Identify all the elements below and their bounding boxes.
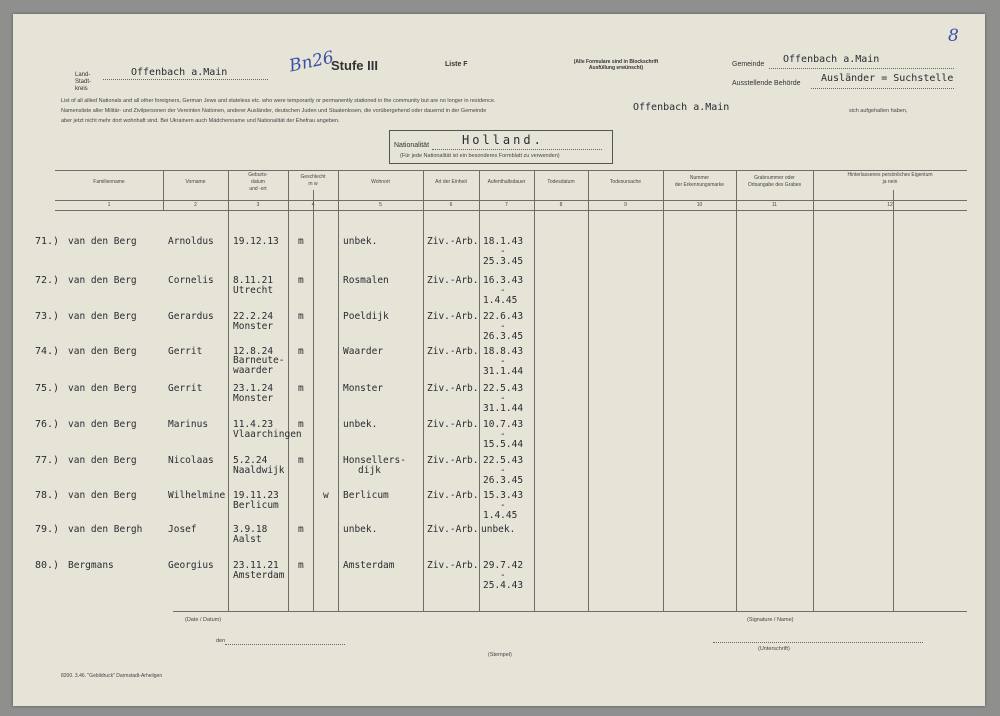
- row-stay-from: 22.6.43: [483, 311, 524, 322]
- row-firstname: Marinus: [168, 419, 209, 430]
- row-birth-date: 3.9.18: [233, 524, 268, 535]
- row-firstname: Gerrit: [168, 383, 203, 394]
- row-number: 72.): [35, 275, 60, 286]
- row-surname: van den Berg: [68, 236, 137, 247]
- row-stay-from: 29.7.42: [483, 560, 524, 571]
- row-number: 79.): [35, 524, 60, 535]
- row-surname: van den Berg: [68, 383, 137, 394]
- row-stay-dash: -: [500, 321, 506, 332]
- nationality-note: (Für jede Nationalität ist ein besonderes Formblatt zu verwenden): [400, 153, 560, 159]
- intro-gemeinde: Offenbach a.Main: [633, 102, 730, 113]
- row-sex-m: m: [298, 236, 304, 247]
- col-divider: [288, 170, 289, 611]
- page-number: 8: [948, 26, 959, 46]
- col-divider: [338, 170, 339, 611]
- row-number: 71.): [35, 236, 60, 247]
- col-divider: [893, 190, 894, 611]
- row-birth-place: Vlaarchingen: [233, 429, 302, 440]
- col-header-firstname: Vorname: [185, 179, 206, 185]
- col-header-sex: Geschlecht m w: [300, 174, 326, 187]
- den-label: den: [216, 638, 226, 644]
- col-number: 6: [449, 202, 453, 208]
- col-header-property: Hinterlassenes persönliches Eigentum ja nein: [847, 172, 933, 185]
- row-surname: van den Berg: [68, 311, 137, 322]
- row-sex-m: m: [298, 419, 304, 430]
- row-birth-place: Aalst: [233, 534, 262, 545]
- col-number: 10: [696, 202, 703, 208]
- intro-line-3: aber jetzt nicht mehr dort wohnhaft sind. Bei Ukrainern auch Mädchenname und Nationalität der Ehefrau angeben.: [61, 118, 340, 124]
- row-sex-w: w: [323, 490, 329, 501]
- row-number: 74.): [35, 346, 60, 357]
- col-divider: [228, 170, 229, 611]
- row-surname: van den Berg: [68, 346, 137, 357]
- gemeinde-value: Offenbach a.Main: [783, 54, 880, 65]
- col-number: 4: [311, 202, 315, 208]
- col-divider: [663, 170, 664, 611]
- col-header-residence: Wohnort: [371, 179, 390, 185]
- row-firstname: Georgius: [168, 560, 214, 571]
- row-stay-dash: -: [500, 246, 506, 257]
- row-birth-date: 8.11.21: [233, 275, 274, 286]
- row-stay-to: 15.5.44: [483, 439, 524, 450]
- intro-line-1: List of all allied Nationals and all other foreigners, German Jews and stateless etc. who were temporarily or permanently stationed in the community but are no longer in residence.: [61, 98, 496, 104]
- row-firstname: Cornelis: [168, 275, 214, 286]
- row-surname: van den Berg: [68, 455, 137, 466]
- row-unit: Ziv.-Arb.: [427, 383, 479, 394]
- row-residence: Waarder: [343, 346, 384, 357]
- row-sex-m: m: [298, 524, 304, 535]
- row-birth-date: 22.2.24: [233, 311, 274, 322]
- signature-line: [713, 642, 923, 643]
- row-birth-date: 23.1.24: [233, 383, 274, 394]
- row-birth-date: 19.11.23: [233, 490, 279, 501]
- col-header-unit: Art der Einheit: [435, 179, 467, 185]
- row-birth-place: Monster: [233, 321, 274, 332]
- row-sex-m: m: [298, 560, 304, 571]
- row-unit: Ziv.-Arb.: [427, 419, 479, 430]
- row-birth-place: Amsterdam: [233, 570, 285, 581]
- row-stay-dash: -: [500, 393, 506, 404]
- row-stay-from: 18.8.43: [483, 346, 524, 357]
- row-unit: Ziv.-Arb.: [427, 455, 479, 466]
- gemeinde-line: [769, 68, 954, 69]
- row-residence: Poeldijk: [343, 311, 389, 322]
- row-stay-to: 26.3.45: [483, 475, 524, 486]
- row-birth-place: Monster: [233, 393, 274, 404]
- row-stay-to: 31.1.44: [483, 366, 524, 377]
- row-unit: Ziv.-Arb.: [427, 236, 479, 247]
- gemeinde-label: Gemeinde: [732, 61, 765, 68]
- row-residence: unbek.: [343, 524, 378, 535]
- col-header-grave: Grabnummer oder Ortsangabe des Grabes: [747, 175, 802, 188]
- land-kreis-line: [103, 79, 268, 80]
- den-line: [225, 644, 345, 645]
- row-residence: Honsellers-: [343, 455, 406, 466]
- row-stay-dash: -: [500, 465, 506, 476]
- row-stay-dash: -: [500, 570, 506, 581]
- row-birth-date: 5.2.24: [233, 455, 268, 466]
- row-surname: van den Berg: [68, 490, 137, 501]
- row-stay-to: 25.3.45: [483, 256, 524, 267]
- col-divider: [534, 170, 535, 611]
- intro-line-2: Namensliste aller Militär- und Zivilpersonen der Vereinten Nationen, anderer Ausländer, deutschen Juden und Staatenlosen, die vorübergehend oder dauernd in der Gemeinde: [61, 108, 487, 114]
- col-divider: [736, 170, 737, 611]
- row-surname: Bergmans: [68, 560, 114, 571]
- row-birth-date: 23.11.21: [233, 560, 279, 571]
- row-stay-from: unbek.: [481, 524, 516, 535]
- row-residence-line2: dijk: [358, 465, 381, 476]
- row-stay-from: 22.5.43: [483, 383, 524, 394]
- row-unit: Ziv.-Arb.: [427, 346, 479, 357]
- stufe-title: Stufe III: [331, 58, 378, 73]
- row-birth-date: 12.8.24: [233, 346, 274, 357]
- col-number: 5: [379, 202, 382, 208]
- row-stay-to: 1.4.45: [483, 295, 518, 306]
- row-unit: Ziv.-Arb.: [427, 490, 479, 501]
- row-stay-to: 25.4.43: [483, 580, 524, 591]
- row-sex-m: m: [298, 311, 304, 322]
- row-stay-to: 1.4.45: [483, 510, 518, 521]
- col-number: 3: [256, 202, 260, 208]
- col-number: 12: [887, 202, 893, 208]
- col-number: 1: [107, 202, 111, 208]
- row-residence: Monster: [343, 383, 384, 394]
- row-birth-place: Berlicum: [233, 500, 279, 511]
- row-stay-dash: -: [500, 500, 506, 511]
- date-label: (Date / Datum): [185, 617, 222, 623]
- row-stay-from: 15.3.43: [483, 490, 524, 501]
- row-unit: Ziv.-Arb.: [427, 560, 479, 571]
- row-stay-from: 10.7.43: [483, 419, 524, 430]
- row-sex-m: m: [298, 346, 304, 357]
- row-residence: Amsterdam: [343, 560, 395, 571]
- row-number: 77.): [35, 455, 60, 466]
- col-header-death-date: Todesdatum: [547, 179, 575, 185]
- liste-label: Liste F: [445, 61, 468, 68]
- row-surname: van den Bergh: [68, 524, 143, 535]
- row-birth-place: Naaldwijk: [233, 465, 285, 476]
- row-number: 75.): [35, 383, 60, 394]
- row-number: 78.): [35, 490, 60, 501]
- row-firstname: Josef: [168, 524, 197, 535]
- col-divider: [479, 170, 480, 611]
- row-sex-m: m: [298, 275, 304, 286]
- row-residence: unbek.: [343, 236, 378, 247]
- row-stay-to: 31.1.44: [483, 403, 524, 414]
- row-birth-date: 11.4.23: [233, 419, 274, 430]
- row-surname: van den Berg: [68, 275, 137, 286]
- row-number: 73.): [35, 311, 60, 322]
- table-top-rule: [55, 170, 967, 171]
- row-unit: Ziv.-Arb.: [427, 275, 479, 286]
- table-number-rule: [55, 210, 967, 211]
- row-firstname: Gerardus: [168, 311, 214, 322]
- nationality-value: Holland.: [462, 133, 544, 147]
- row-firstname: Nicolaas: [168, 455, 214, 466]
- behoerde-label: Ausstellende Behörde: [732, 80, 801, 87]
- land-kreis-label: Land- Stadt- kreis: [75, 72, 92, 92]
- row-birth-place: Barneute- waarder: [233, 355, 285, 376]
- stempel-label: (Stempel): [488, 652, 512, 658]
- row-stay-dash: -: [500, 356, 506, 367]
- row-stay-from: 16.3.43: [483, 275, 524, 286]
- handwritten-stamp: Bn26: [287, 47, 336, 77]
- row-stay-dash: -: [500, 429, 506, 440]
- col-number: 7: [505, 202, 508, 208]
- row-residence: Rosmalen: [343, 275, 389, 286]
- intro-line-2-end: sich aufgehalten haben,: [849, 108, 908, 114]
- col-header-death-cause: Todesursache: [609, 179, 642, 185]
- row-stay-dash: -: [500, 285, 506, 296]
- nationality-label: Nationalität: [394, 142, 430, 149]
- col-header-tag-number: Nummer der Erkennungsmarke: [674, 175, 725, 188]
- row-unit: Ziv.-Arb.: [427, 524, 479, 535]
- col-header-stay: Aufenthaltsdauer: [487, 179, 526, 185]
- row-firstname: Wilhelmine: [168, 490, 226, 501]
- col-number: 8: [559, 202, 563, 208]
- row-stay-from: 18.1.43: [483, 236, 524, 247]
- col-number: 2: [194, 202, 197, 208]
- row-sex-m: m: [298, 455, 304, 466]
- row-birth-place: Utrecht: [233, 285, 274, 296]
- nationality-box: [389, 130, 613, 164]
- row-surname: van den Berg: [68, 419, 137, 430]
- row-stay-to: 26.3.45: [483, 331, 524, 342]
- row-residence: unbek.: [343, 419, 378, 430]
- col-divider: [813, 170, 814, 611]
- col-divider: [588, 170, 589, 611]
- row-sex-m: m: [298, 383, 304, 394]
- col-header-surname: Familienname: [93, 179, 125, 185]
- row-residence: Berlicum: [343, 490, 389, 501]
- col-number: 11: [771, 202, 778, 208]
- form-note: (Alle Formulare sind in Blockschrift Ausfüllung erwünscht): [573, 59, 659, 71]
- behoerde-value: Ausländer = Suchstelle: [821, 73, 954, 84]
- row-number: 76.): [35, 419, 60, 430]
- table-header-rule: [55, 200, 967, 201]
- table-bottom-rule: [173, 611, 967, 612]
- nationality-line: [432, 149, 602, 150]
- land-kreis-value: Offenbach a.Main: [131, 67, 228, 78]
- signature-label: (Signature / Name): [747, 617, 794, 623]
- col-divider: [423, 170, 424, 611]
- unterschrift-label: (Unterschrift): [758, 646, 790, 652]
- behoerde-line: [811, 88, 954, 89]
- row-stay-from: 22.5.43: [483, 455, 524, 466]
- document-page: [13, 14, 985, 706]
- row-birth-date: 19.12.13: [233, 236, 279, 247]
- row-number: 80.): [35, 560, 60, 571]
- col-header-birth: Geburts- datum und -ort: [248, 172, 268, 192]
- col-number: 9: [624, 202, 627, 208]
- row-firstname: Gerrit: [168, 346, 203, 357]
- row-unit: Ziv.-Arb.: [427, 311, 479, 322]
- row-firstname: Arnoldus: [168, 236, 214, 247]
- printer-note: 8200. 3.46. "Gebildruck" Darmstadt-Arheilgen: [61, 673, 163, 679]
- col-divider: [313, 190, 314, 611]
